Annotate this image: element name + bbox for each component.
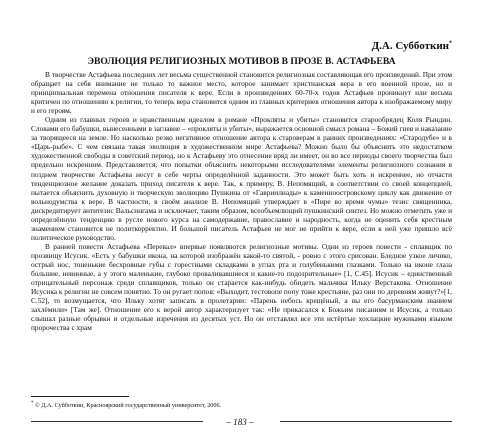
page-number-rule-right: [280, 421, 452, 422]
paragraph: Одним из главных героев и нравственным идеалом в романе «Прокляты и убиты» становится старообрядец Коля Рындин. Словами его бабушки, вынесенными в заглавие – «прокляты и убиты», выражается основной смысл романа – Божий гнев и наказание за творящееся на земле. Но насколько резко негативное отношение автора к староверам в ранних произведениях: «Стародубе» и в «Царь-рыбе». С чем связана такая эволюция в художественном мире Астафьева? Можно было бы объяснить это недостатком художественной свободы в советский период, но к Астафьеву это отнесение вряд ли имеет, он во все периоды своего творчества был предельно искренним. Представляется, что попытки объяснить некоторыми исследователями элементы религиозного сознания в позднем творчестве Астафьева несут в себе черты определённой заданности. Это может быть хоть и искреннее, но отчасти тенденциозное желание доказать приход писателя к вере. Так, к примеру, В. Непомящий, в соответствии со своей концепцией, пытается объяснить духовную и творческую эволюцию Пушкина от «Гавриилиады» к каменноостровскому циклу как движение от вольнодумства к вере. В частности, в своём анализе В. Непомящий утверждает в «Пире во время чумы» тезис священника, дискредитирует антитезис Вальсингама и исключает, таким образом, всеобъемлющий пушкинский синтез. Но можно отметить уже и определённую тенденцию в русле нового курса на самодержавие, православие и народность, когда не оценить себя крестным знамением становится не политкорректно. И большой писатель Астафьев не мог не прийти к вере, если к ней уже пришло всё политическое руководство.: [31, 115, 452, 242]
paragraph: В ранней повести Астафьева «Перевал» впервые появляются религиозные мотивы. Одни из героев повести - сплавщик по прозвищу Исусик. «Есть у бабушки икона, на которой изображён какой-то святой, - ровно с этого срисован. Бледное узкое личико, острый нос, тоненькие бесхровные губы с горестными складками в углах рта и голубенькими глазками. Только на иконе глаза большие, невинные, а у этого маленькие, глубоко проваливавшиеся и какие-то подозрительные» [1, С.45]. Исусик – единственный отрицательный персонаж среди сплавщиков, только он старается как-нибудь обидеть мальчика Ильку Верстакова. Отношение Исусика к религии не совсем понятно. То он ругает попов: «Выходит, тестовопе попу тоже крестьяне, раз они по деревням живут?»[1, С.52], то возмущается, что Ильку хотят записать в пролетарии: «Парень небось крещёный, а вы его басурманским званием захлёмили» [Там же]. Отношение его к верой автор характеризует так: «Не прикасался к Божьим писаниям и Исусик, а только слышал разные обрывки и отдельные изречения из десятых уст. Но он отставлял все эти истёртые хохлацкие мужиками языком пророчества с храм: [31, 241, 452, 333]
footnote-divider: [31, 396, 129, 397]
footnote: [31, 400, 452, 410]
footnote-mark: *: [31, 401, 34, 406]
article-body: [31, 70, 452, 332]
page-number: – 183 –: [226, 417, 254, 427]
author-name: [372, 40, 452, 52]
footnote-text: © Д.А. Субботкин, Красноярский государственный университет, 2006.: [35, 402, 222, 410]
author-text: Д.А. Субботкин: [371, 40, 449, 52]
paragraph: В творчестве Астафьева последних лет весьма существенной становится религиозная составляющая его произведений. При этом обращает на себя внимание не только то важное место, которое занимает христианская вера в его военной прозе, но и принципиальная перемена отношения писателя к вере. Если в произведениях 60-70-х годов Астафьев проникнут или весьма критичен по отношению к религии, то теперь вера становится одним из главных критериев отношения автора к изображаемому миру и его героям.: [31, 70, 452, 116]
author-footnote-mark: *: [449, 40, 452, 47]
article-title: ЭВОЛЮЦИЯ РЕЛИГИОЗНЫХ МОТИВОВ В ПРОЗЕ В. АСТАФЬЕВА: [87, 56, 396, 67]
